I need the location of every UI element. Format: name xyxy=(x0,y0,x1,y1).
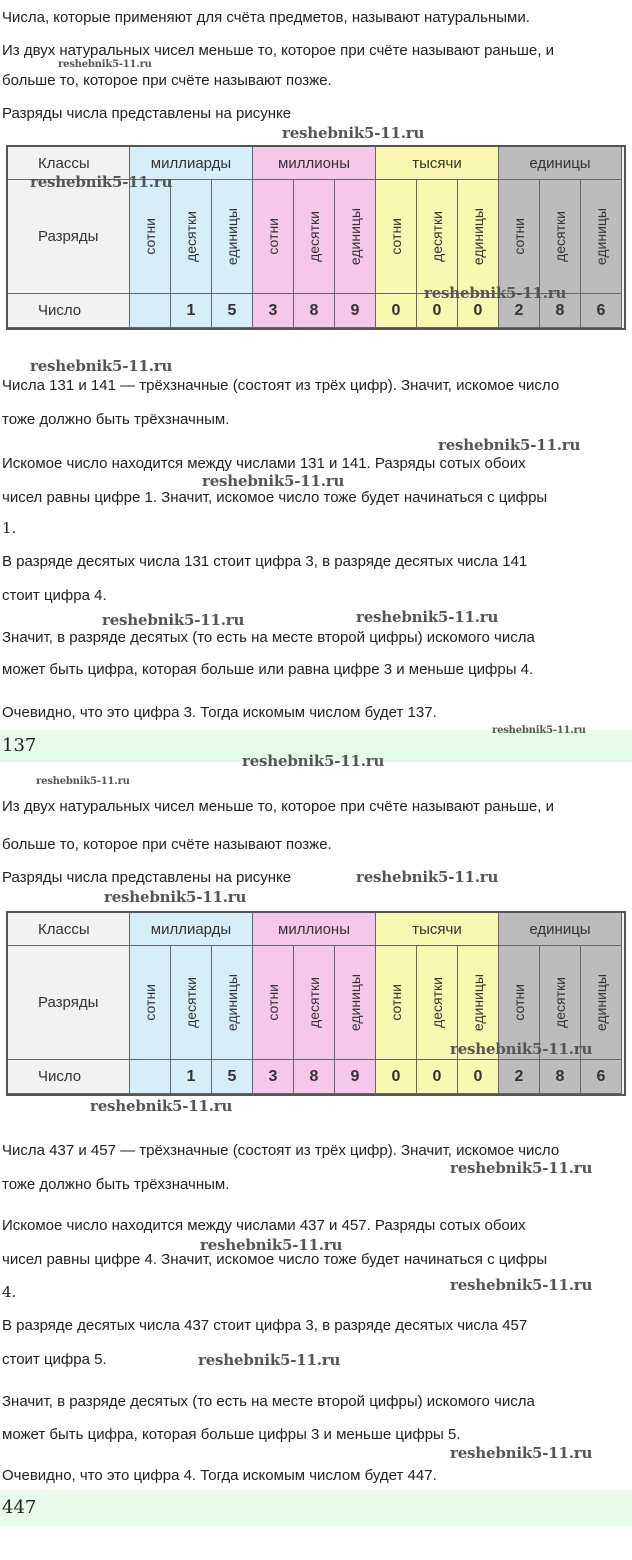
digit-cell: 2 xyxy=(499,294,540,328)
digit-cell: 9 xyxy=(335,294,376,328)
class-header: миллиарды xyxy=(130,913,253,946)
intro-text: Числа, которые применяют для счёта предметов, называют натуральными. xyxy=(2,9,530,26)
digit-cell: 6 xyxy=(581,1060,622,1094)
rank-label: десятки xyxy=(183,977,199,1028)
watermark: reshebnik5-11.ru xyxy=(356,608,499,626)
rank-header xyxy=(417,180,458,294)
rank-label: единицы xyxy=(470,973,486,1032)
digit-cell: 9 xyxy=(335,1060,376,1094)
rank-label: десятки xyxy=(183,211,199,262)
rank-label: десятки xyxy=(429,977,445,1028)
watermark: reshebnik5-11.ru xyxy=(356,868,499,886)
rank-header xyxy=(581,180,622,294)
rank-header xyxy=(540,180,581,294)
watermark: reshebnik5-11.ru xyxy=(438,436,581,454)
watermark: reshebnik5-11.ru xyxy=(58,59,152,70)
class-header: единицы xyxy=(499,913,622,946)
class-header: тысячи xyxy=(376,147,499,180)
class-header: миллионы xyxy=(253,147,376,180)
watermark: reshebnik5-11.ru xyxy=(90,1097,233,1115)
place-value-table xyxy=(6,911,626,1096)
rule-line-2: больше то, которое при счёте называют позже. xyxy=(2,836,332,853)
rank-label: сотни xyxy=(142,218,158,255)
ranks-label: Разряды xyxy=(8,946,130,1060)
watermark: reshebnik5-11.ru xyxy=(450,1444,593,1462)
watermark: reshebnik5-11.ru xyxy=(36,776,130,787)
rank-header xyxy=(130,180,171,294)
watermark: reshebnik5-11.ru xyxy=(30,173,173,191)
paragraph-tens: В разряде десятых числа 131 стоит цифра 3, в разряде десятых числа 141 xyxy=(2,553,528,570)
digit-cell: 8 xyxy=(294,294,335,328)
rank-header xyxy=(212,946,253,1060)
watermark: reshebnik5-11.ru xyxy=(198,1351,341,1369)
watermark: reshebnik5-11.ru xyxy=(102,611,245,629)
digit-cell xyxy=(130,294,171,328)
answer-box: 137 xyxy=(0,730,632,762)
rule-line-1: Из двух натуральных чисел меньше то, которое при счёте называют раньше, и xyxy=(2,42,554,59)
rank-label: единицы xyxy=(347,973,363,1032)
rule-line-2: больше то, которое при счёте называют позже. xyxy=(2,72,332,89)
class-header: тысячи xyxy=(376,913,499,946)
digit-cell: 8 xyxy=(540,1060,581,1094)
paragraph-between: Искомое число находится между числами 131 и 141. Разряды сотых обоих xyxy=(2,455,526,472)
watermark: reshebnik5-11.ru xyxy=(30,357,173,375)
rank-header xyxy=(171,180,212,294)
watermark: reshebnik5-11.ru xyxy=(104,888,247,906)
rank-label: десятки xyxy=(306,977,322,1028)
digit-cell: 0 xyxy=(458,294,499,328)
digit-cell: 0 xyxy=(376,1060,417,1094)
watermark: reshebnik5-11.ru xyxy=(450,1276,593,1294)
paragraph-three-digit: Числа 437 и 457 — трёхзначные (состоят из трёх цифр). Значит, искомое число xyxy=(2,1142,560,1159)
watermark: reshebnik5-11.ru xyxy=(200,1236,343,1254)
rank-header xyxy=(171,946,212,1060)
digit-cell: 2 xyxy=(499,1060,540,1094)
watermark: reshebnik5-11.ru xyxy=(450,1159,593,1177)
paragraph-result: Очевидно, что это цифра 3. Тогда искомым числом будет 137. xyxy=(2,704,437,721)
rank-label: десятки xyxy=(552,977,568,1028)
number-label: Число xyxy=(8,1060,130,1094)
watermark: reshebnik5-11.ru xyxy=(424,284,567,302)
rank-header xyxy=(212,180,253,294)
number-label: Число xyxy=(8,294,130,328)
rank-label: единицы xyxy=(347,207,363,266)
paragraph-conclusion: Значит, в разряде десятых (то есть на месте второй цифры) искомого числа xyxy=(2,629,535,646)
paragraph-result: Очевидно, что это цифра 4. Тогда искомым числом будет 447. xyxy=(2,1467,437,1484)
paragraph-between-cont: чисел равны цифре 1. Значит, искомое число тоже будет начинаться с цифры xyxy=(2,489,548,506)
watermark: reshebnik5-11.ru xyxy=(242,752,385,770)
rank-header xyxy=(130,946,171,1060)
paragraph-conclusion-cont: может быть цифра, которая больше или равна цифре 3 и меньше цифры 4. xyxy=(2,661,534,678)
figure-caption: Разряды числа представлены на рисунке xyxy=(2,105,292,122)
digit-cell: 1 xyxy=(171,294,212,328)
rank-label: единицы xyxy=(470,207,486,266)
rank-label: сотни xyxy=(265,984,281,1021)
watermark: reshebnik5-11.ru xyxy=(202,472,345,490)
digit-cell: 8 xyxy=(294,1060,335,1094)
rank-header xyxy=(253,180,294,294)
classes-label: Классы xyxy=(8,147,130,180)
answer-box: 447 xyxy=(0,1490,632,1526)
rule-line-1: Из двух натуральных чисел меньше то, которое при счёте называют раньше, и xyxy=(2,798,554,815)
rank-label: сотни xyxy=(142,984,158,1021)
digit-cell: 0 xyxy=(376,294,417,328)
watermark: reshebnik5-11.ru xyxy=(450,1040,593,1058)
rank-header xyxy=(294,946,335,1060)
digit-cell: 8 xyxy=(540,294,581,328)
digit-cell: 5 xyxy=(212,294,253,328)
rank-label: единицы xyxy=(224,973,240,1032)
rank-header xyxy=(499,180,540,294)
rank-label: единицы xyxy=(593,973,609,1032)
figure-caption: Разряды числа представлены на рисунке xyxy=(2,869,292,886)
rank-header xyxy=(376,180,417,294)
rank-label: десятки xyxy=(306,211,322,262)
digit-cell: 0 xyxy=(417,1060,458,1094)
paragraph-three-digit-cont: тоже должно быть трёхзначным. xyxy=(2,411,230,428)
paragraph-between-end: 1. xyxy=(2,519,17,537)
digit-cell: 6 xyxy=(581,294,622,328)
rank-header xyxy=(294,180,335,294)
rank-label: единицы xyxy=(224,207,240,266)
rank-header xyxy=(335,946,376,1060)
digit-cell: 0 xyxy=(458,1060,499,1094)
class-header: миллиарды xyxy=(130,147,253,180)
paragraph-between-cont: чисел равны цифре 4. Значит, искомое число тоже будет начинаться с цифры xyxy=(2,1251,548,1268)
table-grid-2 xyxy=(8,913,624,1094)
rank-label: десятки xyxy=(429,211,445,262)
paragraph-three-digit-cont: тоже должно быть трёхзначным. xyxy=(2,1176,230,1193)
digit-cell: 0 xyxy=(417,294,458,328)
class-header: миллионы xyxy=(253,913,376,946)
rank-header xyxy=(458,180,499,294)
rank-label: сотни xyxy=(265,218,281,255)
ranks-label: Разряды xyxy=(8,180,130,294)
rank-label: сотни xyxy=(511,218,527,255)
rank-label: десятки xyxy=(552,211,568,262)
digit-cell: 1 xyxy=(171,1060,212,1094)
digit-cell: 5 xyxy=(212,1060,253,1094)
rank-header xyxy=(376,946,417,1060)
paragraph-between-end: 4. xyxy=(2,1283,17,1301)
rank-label: сотни xyxy=(511,984,527,1021)
classes-label: Классы xyxy=(8,913,130,946)
digit-cell: 3 xyxy=(253,294,294,328)
rank-header xyxy=(253,946,294,1060)
paragraph-tens-cont: стоит цифра 5. xyxy=(2,1351,107,1368)
paragraph-between: Искомое число находится между числами 437 и 457. Разряды сотых обоих xyxy=(2,1217,526,1234)
paragraph-conclusion: Значит, в разряде десятых (то есть на месте второй цифры) искомого числа xyxy=(2,1393,535,1410)
paragraph-tens: В разряде десятых числа 437 стоит цифра 3, в разряде десятых числа 457 xyxy=(2,1317,528,1334)
paragraph-conclusion-cont: может быть цифра, которая больше цифры 3 и меньше цифры 5. xyxy=(2,1426,461,1443)
class-header: единицы xyxy=(499,147,622,180)
rank-label: единицы xyxy=(593,207,609,266)
rank-header xyxy=(335,180,376,294)
digit-cell: 3 xyxy=(253,1060,294,1094)
watermark: reshebnik5-11.ru xyxy=(282,124,425,142)
watermark: reshebnik5-11.ru xyxy=(492,725,586,736)
paragraph-three-digit: Числа 131 и 141 — трёхзначные (состоят из трёх цифр). Значит, искомое число xyxy=(2,377,560,394)
digit-cell xyxy=(130,1060,171,1094)
paragraph-tens-cont: стоит цифра 4. xyxy=(2,587,107,604)
rank-label: сотни xyxy=(388,984,404,1021)
rank-label: сотни xyxy=(388,218,404,255)
